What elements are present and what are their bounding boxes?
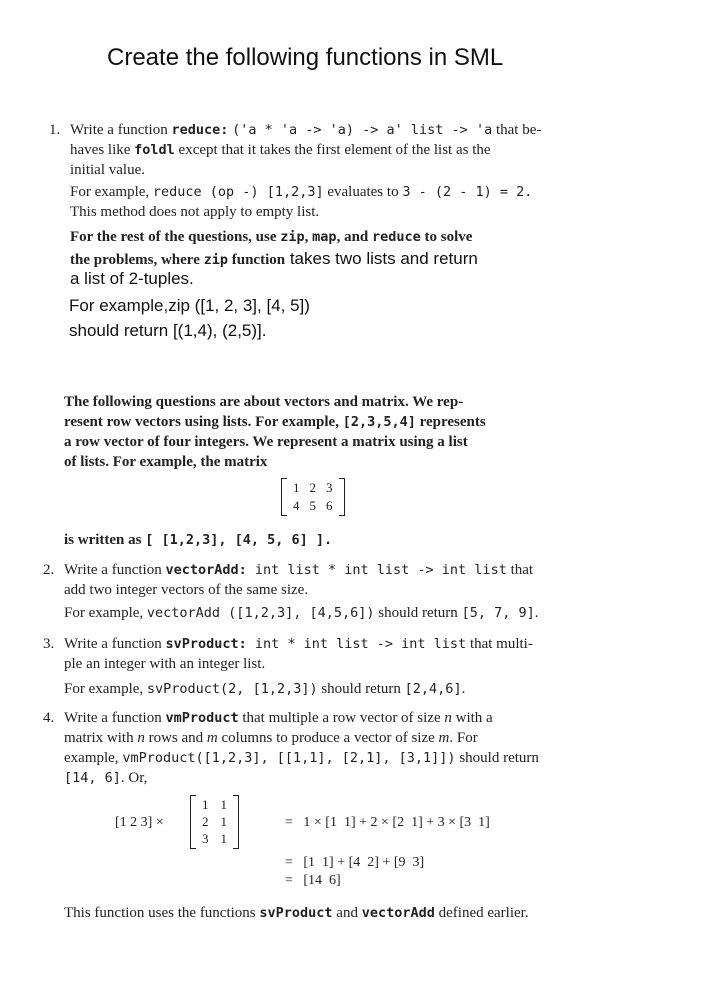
equation-line-2: = [1 1] + [4 2] + [9 3] xyxy=(285,855,425,870)
q3-function-name: svProduct: xyxy=(165,636,247,652)
q2-example: For example, vectorAdd ([1,2,3], [4,5,6]) should return [5, 7, 9]. xyxy=(64,605,539,621)
vector-intro: The following questions are about vectors and matrix. We rep- resent row vectors using lists. For example, [2,3,5,4] represents a row vector of four integers. We represent a matrix using a list of lists. For example, the matrix xyxy=(64,394,486,470)
q1-example: For example, reduce (op -) [1,2,3] evaluates to 3 - (2 - 1) = 2. This method does not apply to empty list. xyxy=(70,184,533,220)
q3-text: Write a function svProduct: int * int list -> int list that multi- ple an integer with an integer list. xyxy=(64,636,533,672)
equation-matrix xyxy=(190,795,239,849)
q2-text: Write a function vectorAdd: int list * int list -> int list that add two integer vectors of the same size. xyxy=(64,562,534,598)
equation-matrix-cell: 2 xyxy=(202,814,209,829)
q3-example: For example, svProduct(2, [1,2,3]) should return [2,4,6]. xyxy=(64,681,466,697)
example-matrix-cell: 3 xyxy=(326,480,333,495)
zip-example-2: should return [(1,4), (2,5)]. xyxy=(69,321,267,340)
zip-example-1: For example,zip ([1, 2, 3], [4, 5]) xyxy=(69,296,310,315)
q3-number: 3. xyxy=(43,636,55,652)
page-title: Create the following functions in SML xyxy=(107,44,504,71)
example-matrix-cell: 4 xyxy=(293,498,300,513)
equation-matrix-cell: 1 xyxy=(220,831,227,846)
q1-number: 1. xyxy=(49,122,61,138)
q1-text: Write a function reduce: ('a * 'a -> 'a) -> a' list -> 'a that be- haves like foldl except that it takes the first element of the list as the initial value. xyxy=(70,122,542,178)
q4-number: 4. xyxy=(43,710,55,726)
q4-footnote: This function uses the functions svProduct and vectorAdd defined earlier. xyxy=(64,905,529,921)
q4-function-name: vmProduct xyxy=(165,710,239,726)
equation-matrix-cell: 1 xyxy=(220,814,227,829)
q1-rest-instructions: For the rest of the questions, use zip, map, and reduce to solve the problems, where zip function takes two lists and return xyxy=(70,229,478,268)
equation-line-1: = 1 × [1 1] + 2 × [2 1] + 3 × [3 1] xyxy=(285,815,490,830)
q4-text: Write a function vmProduct that multiple a row vector of size n with a matrix with n rows and m columns to produce a vector of size m. For example, vmProduct([1,2,3], [[1,1], [2,1], [3,1]]) should return [14, 6]. Or, xyxy=(64,710,539,786)
q1-function-name: reduce: xyxy=(171,122,229,138)
equation-line-3: = [14 6] xyxy=(285,873,341,888)
equation-matrix-cell: 1 xyxy=(202,797,209,812)
example-matrix-cell: 5 xyxy=(309,498,316,513)
q1-tuple-line: a list of 2-tuples. xyxy=(70,269,194,288)
example-matrix xyxy=(281,478,345,516)
example-matrix-cell: 6 xyxy=(326,498,333,513)
example-matrix-cell: 2 xyxy=(309,480,316,495)
equation-lhs-vector: [1 2 3] × xyxy=(115,815,164,830)
q1-signature: ('a * 'a -> 'a) -> a' list -> 'a xyxy=(232,122,493,138)
equation-matrix-cell: 1 xyxy=(220,797,227,812)
equation-matrix-cell: 3 xyxy=(202,831,209,846)
matrix-written-as: is written as [ [1,2,3], [4, 5, 6] ]. xyxy=(64,532,333,548)
example-matrix-cell: 1 xyxy=(293,480,300,495)
q2-function-name: vectorAdd: xyxy=(165,562,247,578)
q2-number: 2. xyxy=(43,562,55,578)
